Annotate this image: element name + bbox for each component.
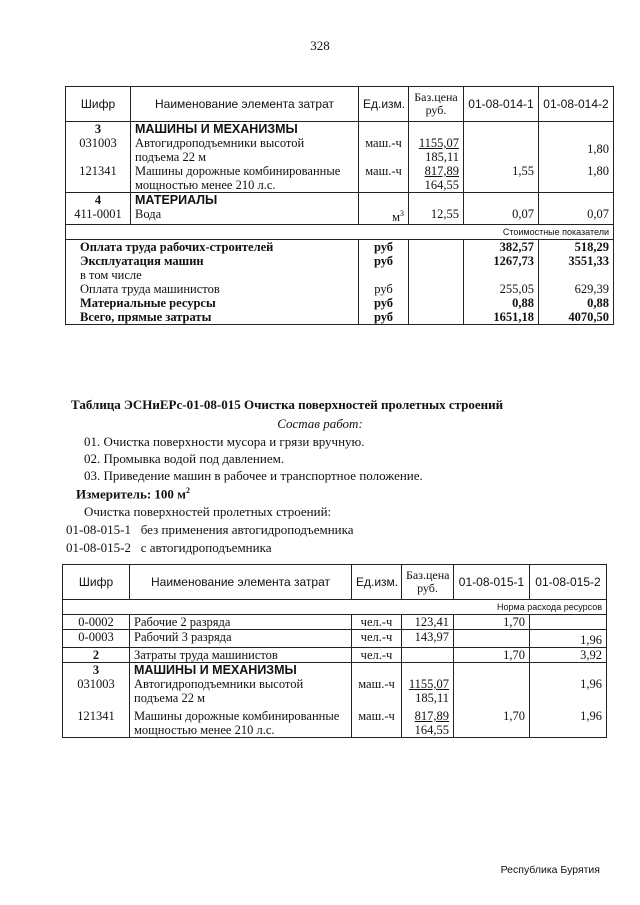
section-row	[66, 193, 614, 208]
table-row	[66, 164, 614, 193]
row-price: 817,89 164,55	[402, 705, 454, 738]
table-row	[66, 207, 614, 225]
total-name: Оплата труда рабочих-строителей	[66, 240, 359, 255]
total-name: Всего, прямые затраты	[66, 310, 359, 325]
norm-caption: Норма расхода ресурсов	[63, 600, 607, 615]
total-value-2: 518,29	[539, 240, 614, 255]
header-price: Баз.цена руб.	[409, 87, 464, 122]
row-code: 121341	[66, 164, 131, 193]
page-number: 328	[310, 38, 330, 53]
header-name: Наименование элемента затрат	[131, 87, 359, 122]
total-row	[66, 240, 614, 255]
table-row	[63, 705, 607, 738]
total-row	[66, 310, 614, 325]
total-value-2: 3551,33	[539, 254, 614, 268]
total-unit: руб	[359, 310, 409, 325]
section-name: МАШИНЫ И МЕХАНИЗМЫ	[130, 663, 352, 678]
row-value-1: 1,55	[464, 164, 539, 193]
row-price: 1155,07 185,11	[409, 136, 464, 164]
header-name: Наименование элемента затрат	[130, 565, 352, 600]
total-name: Эксплуатация машин	[66, 254, 359, 268]
variant-item: 01-08-015-2 с автогидроподъемника	[66, 540, 272, 555]
header-col1: 01-08-014-1	[464, 87, 539, 122]
row-value-2: 3,92	[530, 648, 607, 663]
row-price: 123,41	[402, 615, 454, 630]
row-unit: чел.-ч	[352, 630, 402, 648]
work-item: 03. Приведение машин в рабочее и транспортное положение.	[84, 468, 423, 483]
header-unit: Ед.изм.	[359, 87, 409, 122]
total-row	[66, 296, 614, 310]
total-unit: руб	[359, 240, 409, 255]
row-name: Рабочий 3 разряда	[130, 630, 352, 648]
total-unit: руб	[359, 254, 409, 268]
row-code: 411-0001	[66, 207, 131, 225]
row-code: 031003	[63, 677, 130, 705]
row-value-2: 1,96	[530, 677, 607, 705]
row-name: Автогидроподъемники высотой подъема 22 м	[131, 136, 359, 164]
row-name: Машины дорожные комбинированные мощностью менее 210 л.с.	[131, 164, 359, 193]
table-row	[63, 630, 607, 648]
variant-item: 01-08-015-1 без применения автогидроподъемника	[66, 522, 354, 537]
total-unit: руб	[359, 282, 409, 296]
row-code: 031003	[66, 136, 131, 164]
section-number: 4	[66, 193, 131, 208]
resource-table-015	[62, 564, 607, 738]
section-number: 3	[63, 663, 130, 678]
row-name: Рабочие 2 разряда	[130, 615, 352, 630]
table-row	[66, 136, 614, 164]
row-code: 121341	[63, 705, 130, 738]
table-row	[63, 677, 607, 705]
row-value-2: 1,80	[539, 164, 614, 193]
header-code: Шифр	[63, 565, 130, 600]
row-unit: $м^3$	[359, 207, 409, 225]
total-value-2: 629,39	[539, 282, 614, 296]
row-unit: маш.-ч	[359, 136, 409, 164]
total-row	[66, 254, 614, 268]
section-row	[66, 122, 614, 137]
total-name: Оплата труда машинистов	[66, 282, 359, 296]
total-unit: руб	[359, 296, 409, 310]
row-name: Автогидроподъемники высотой подъема 22 м	[130, 677, 352, 705]
works-subtitle: Состав работ:	[277, 416, 363, 431]
row-price: 1155,07 185,11	[402, 677, 454, 705]
row-value-1: 1,70	[454, 705, 530, 738]
row-unit: маш.-ч	[352, 705, 402, 738]
table-header	[66, 87, 614, 122]
total-name: Материальные ресурсы	[66, 296, 359, 310]
total-value-2: 0,88	[539, 296, 614, 310]
row-unit: чел.-ч	[352, 648, 402, 663]
resource-table-014	[65, 86, 614, 325]
header-col1: 01-08-015-1	[454, 565, 530, 600]
header-code: Шифр	[66, 87, 131, 122]
cost-caption: Стоимостные показатели	[66, 225, 614, 240]
total-value-1: 1651,18	[464, 310, 539, 325]
table-title: Таблица ЭСНиЕРс-01-08-015 Очистка поверхностей пролетных строений	[71, 397, 504, 412]
row-value-1	[454, 677, 530, 705]
total-row	[66, 268, 614, 282]
row-value-2: 0,07	[539, 207, 614, 225]
caption-row	[63, 600, 607, 615]
row-name: Вода	[131, 207, 359, 225]
row-value-1: 1,70	[454, 648, 530, 663]
total-value-1: 0,88	[464, 296, 539, 310]
total-name: в том числе	[66, 268, 359, 282]
row-price: 817,89 164,55	[409, 164, 464, 193]
row-code: 2	[63, 648, 130, 663]
work-item: 02. Промывка водой под давлением.	[84, 451, 285, 466]
footer-region: Республика Бурятия	[500, 864, 600, 876]
header-price: Баз.цена руб.	[402, 565, 454, 600]
variants-description: Очистка поверхностей пролетных строений:	[84, 504, 332, 519]
row-price	[402, 648, 454, 663]
header-unit: Ед.изм.	[352, 565, 402, 600]
section-row	[63, 663, 607, 678]
section-number: 3	[66, 122, 131, 137]
row-value-1: 0,07	[464, 207, 539, 225]
total-row	[66, 282, 614, 296]
row-value-2: 1,80	[539, 136, 614, 164]
row-value-1: 1,70	[454, 615, 530, 630]
work-item: 01. Очистка поверхности мусора и грязи вручную.	[84, 434, 365, 449]
total-value-1: 255,05	[464, 282, 539, 296]
section-name: МАТЕРИАЛЫ	[131, 193, 359, 208]
row-name: Машины дорожные комбинированные мощностью менее 210 л.с.	[130, 705, 352, 738]
row-value-1	[454, 630, 530, 648]
row-value-2: 1,96	[530, 705, 607, 738]
section-name: МАШИНЫ И МЕХАНИЗМЫ	[131, 122, 359, 137]
total-value-1: 382,57	[464, 240, 539, 255]
meter-label: Измеритель: 100 $м^2$	[76, 486, 191, 502]
table-row	[63, 615, 607, 630]
row-value-2	[530, 615, 607, 630]
row-code: 0-0002	[63, 615, 130, 630]
row-name: Затраты труда машинистов	[130, 648, 352, 663]
row-value-2: 1,96	[530, 630, 607, 648]
total-value-1: 1267,73	[464, 254, 539, 268]
row-code: 0-0003	[63, 630, 130, 648]
total-value-2: 4070,50	[539, 310, 614, 325]
row-unit: маш.-ч	[352, 677, 402, 705]
table-row	[63, 648, 607, 663]
row-unit: маш.-ч	[359, 164, 409, 193]
row-price: 12,55	[409, 207, 464, 225]
header-col2: 01-08-014-2	[539, 87, 614, 122]
row-price: 143,97	[402, 630, 454, 648]
caption-row	[66, 225, 614, 240]
row-unit: чел.-ч	[352, 615, 402, 630]
header-col2: 01-08-015-2	[530, 565, 607, 600]
row-value-1	[464, 136, 539, 164]
table-header	[63, 565, 607, 600]
